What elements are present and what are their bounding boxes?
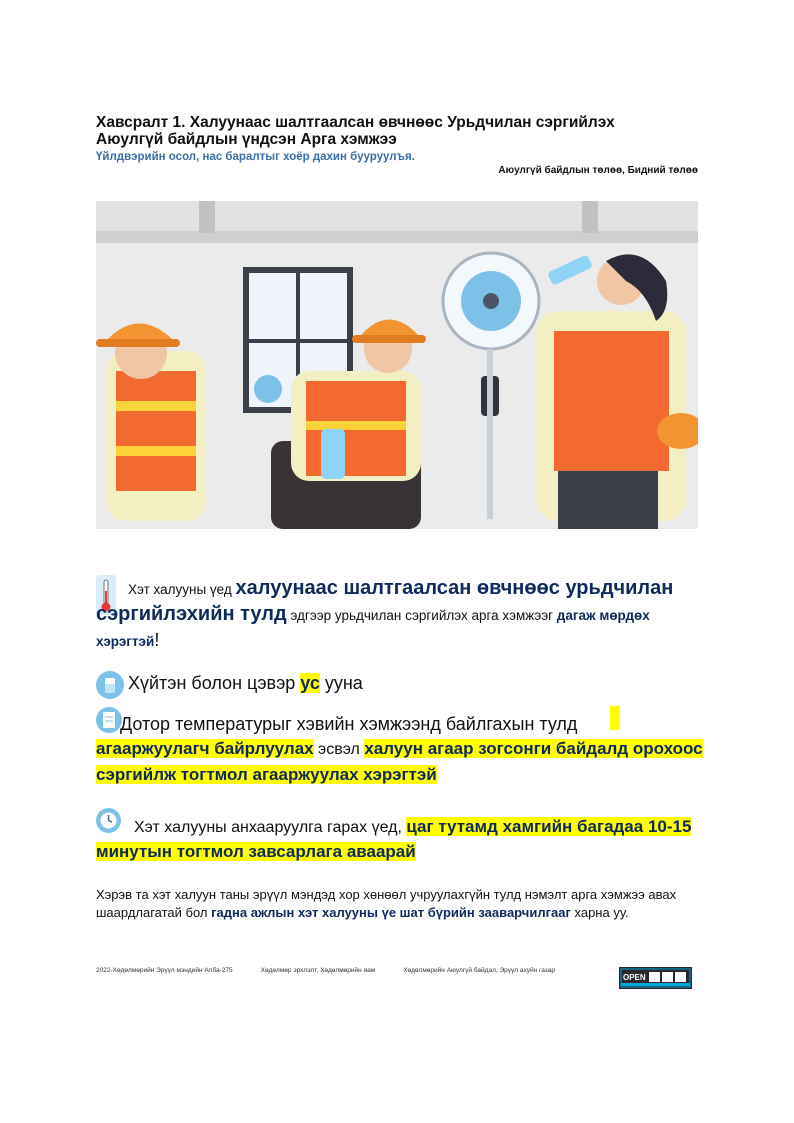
p3-highlight-1: агааржуулагч байрлуулах [96,739,314,758]
p5-text-2: харна уу. [570,905,629,920]
p5-guidance-link[interactable]: гадна ажлын хэт халууны үе шат бүрийн зааварчилгааг [211,905,571,920]
p4-highlight: цаг тутамд хамгийн багадаа 10-15 минутын тогтмол завсарлага аваарай [96,817,692,861]
p2-text-2: ууна [319,673,363,693]
p1-text-2: эдгээр урьдчилан сэргийлэх арга хэмжээг [286,608,557,623]
p4-text-1: Хэт халууны анхааруулга гарах үед, [134,819,407,836]
p3-highlight-2: халуун агаар зогсонги байдалд орохоос сэргийлж тогтмол агааржуулах хэрэгтэй [96,739,703,784]
p1-exclamation: ! [154,630,160,650]
paragraph-breaks [96,815,706,865]
footer-item-3: Хөдөлмөрийн Аюулгүй байдал, Эрүүл ахуйн газар [403,967,556,974]
p5-text-1: Хэрэв та хэт халуун таны эрүүл мэндэд хор хөнөөл учруулахгүйн тулд нэмэлт арга хэмжээ авах шаардлагатай бол [96,887,677,920]
heat-safety-illustration [96,201,698,529]
license-label: OPEN [623,973,646,982]
paragraph-additional-guidance [96,886,696,922]
paragraph-drink-water [96,671,706,695]
slogan: Аюулгүй байдлын төлөө, Бидний төлөө [498,165,698,176]
p1-emphasis-2: дагаж мөрдөх хэрэгтэй [96,608,650,649]
p2-highlight: ус [300,673,320,693]
p2-text-1: Хүйтэн болон цэвэр [128,673,301,693]
page-subtitle: Үйлдвэрийн осол, нас баралтыг хоёр дахин бууруулъя. [96,151,415,163]
page-title-line-2: Аюулгүй байдлын үндсэн Арга хэмжээ [96,131,397,148]
footer [96,967,583,974]
open-license-badge [619,967,692,989]
p1-emphasis-1: халуунаас шалтгаалсан өвчнөөс урьдчилан сэргийлэхийн тулд [96,577,674,625]
p3-text-2: эсвэл [313,741,365,758]
paragraph-heat-prevention [96,576,706,654]
footer-item-1: 2022-Хөдөлмөрийн Эрүүл мэндийн Алба-275 [96,967,233,974]
p1-text-1: Хэт халууны үед [128,582,236,597]
paragraph-ventilation [96,712,706,787]
p3-text-1: Дотор температурыг хэвийн хэмжээнд байлгахын тулд [120,714,578,734]
footer-item-2: Хөдөлмөр эрхлэлт, Хөдөлмөрийн яам [260,967,376,974]
page-title-line-1: Хавсралт 1. Халуунаас шалтгаалсан өвчнөөс Урьдчилан сэргийлэх [96,114,615,131]
